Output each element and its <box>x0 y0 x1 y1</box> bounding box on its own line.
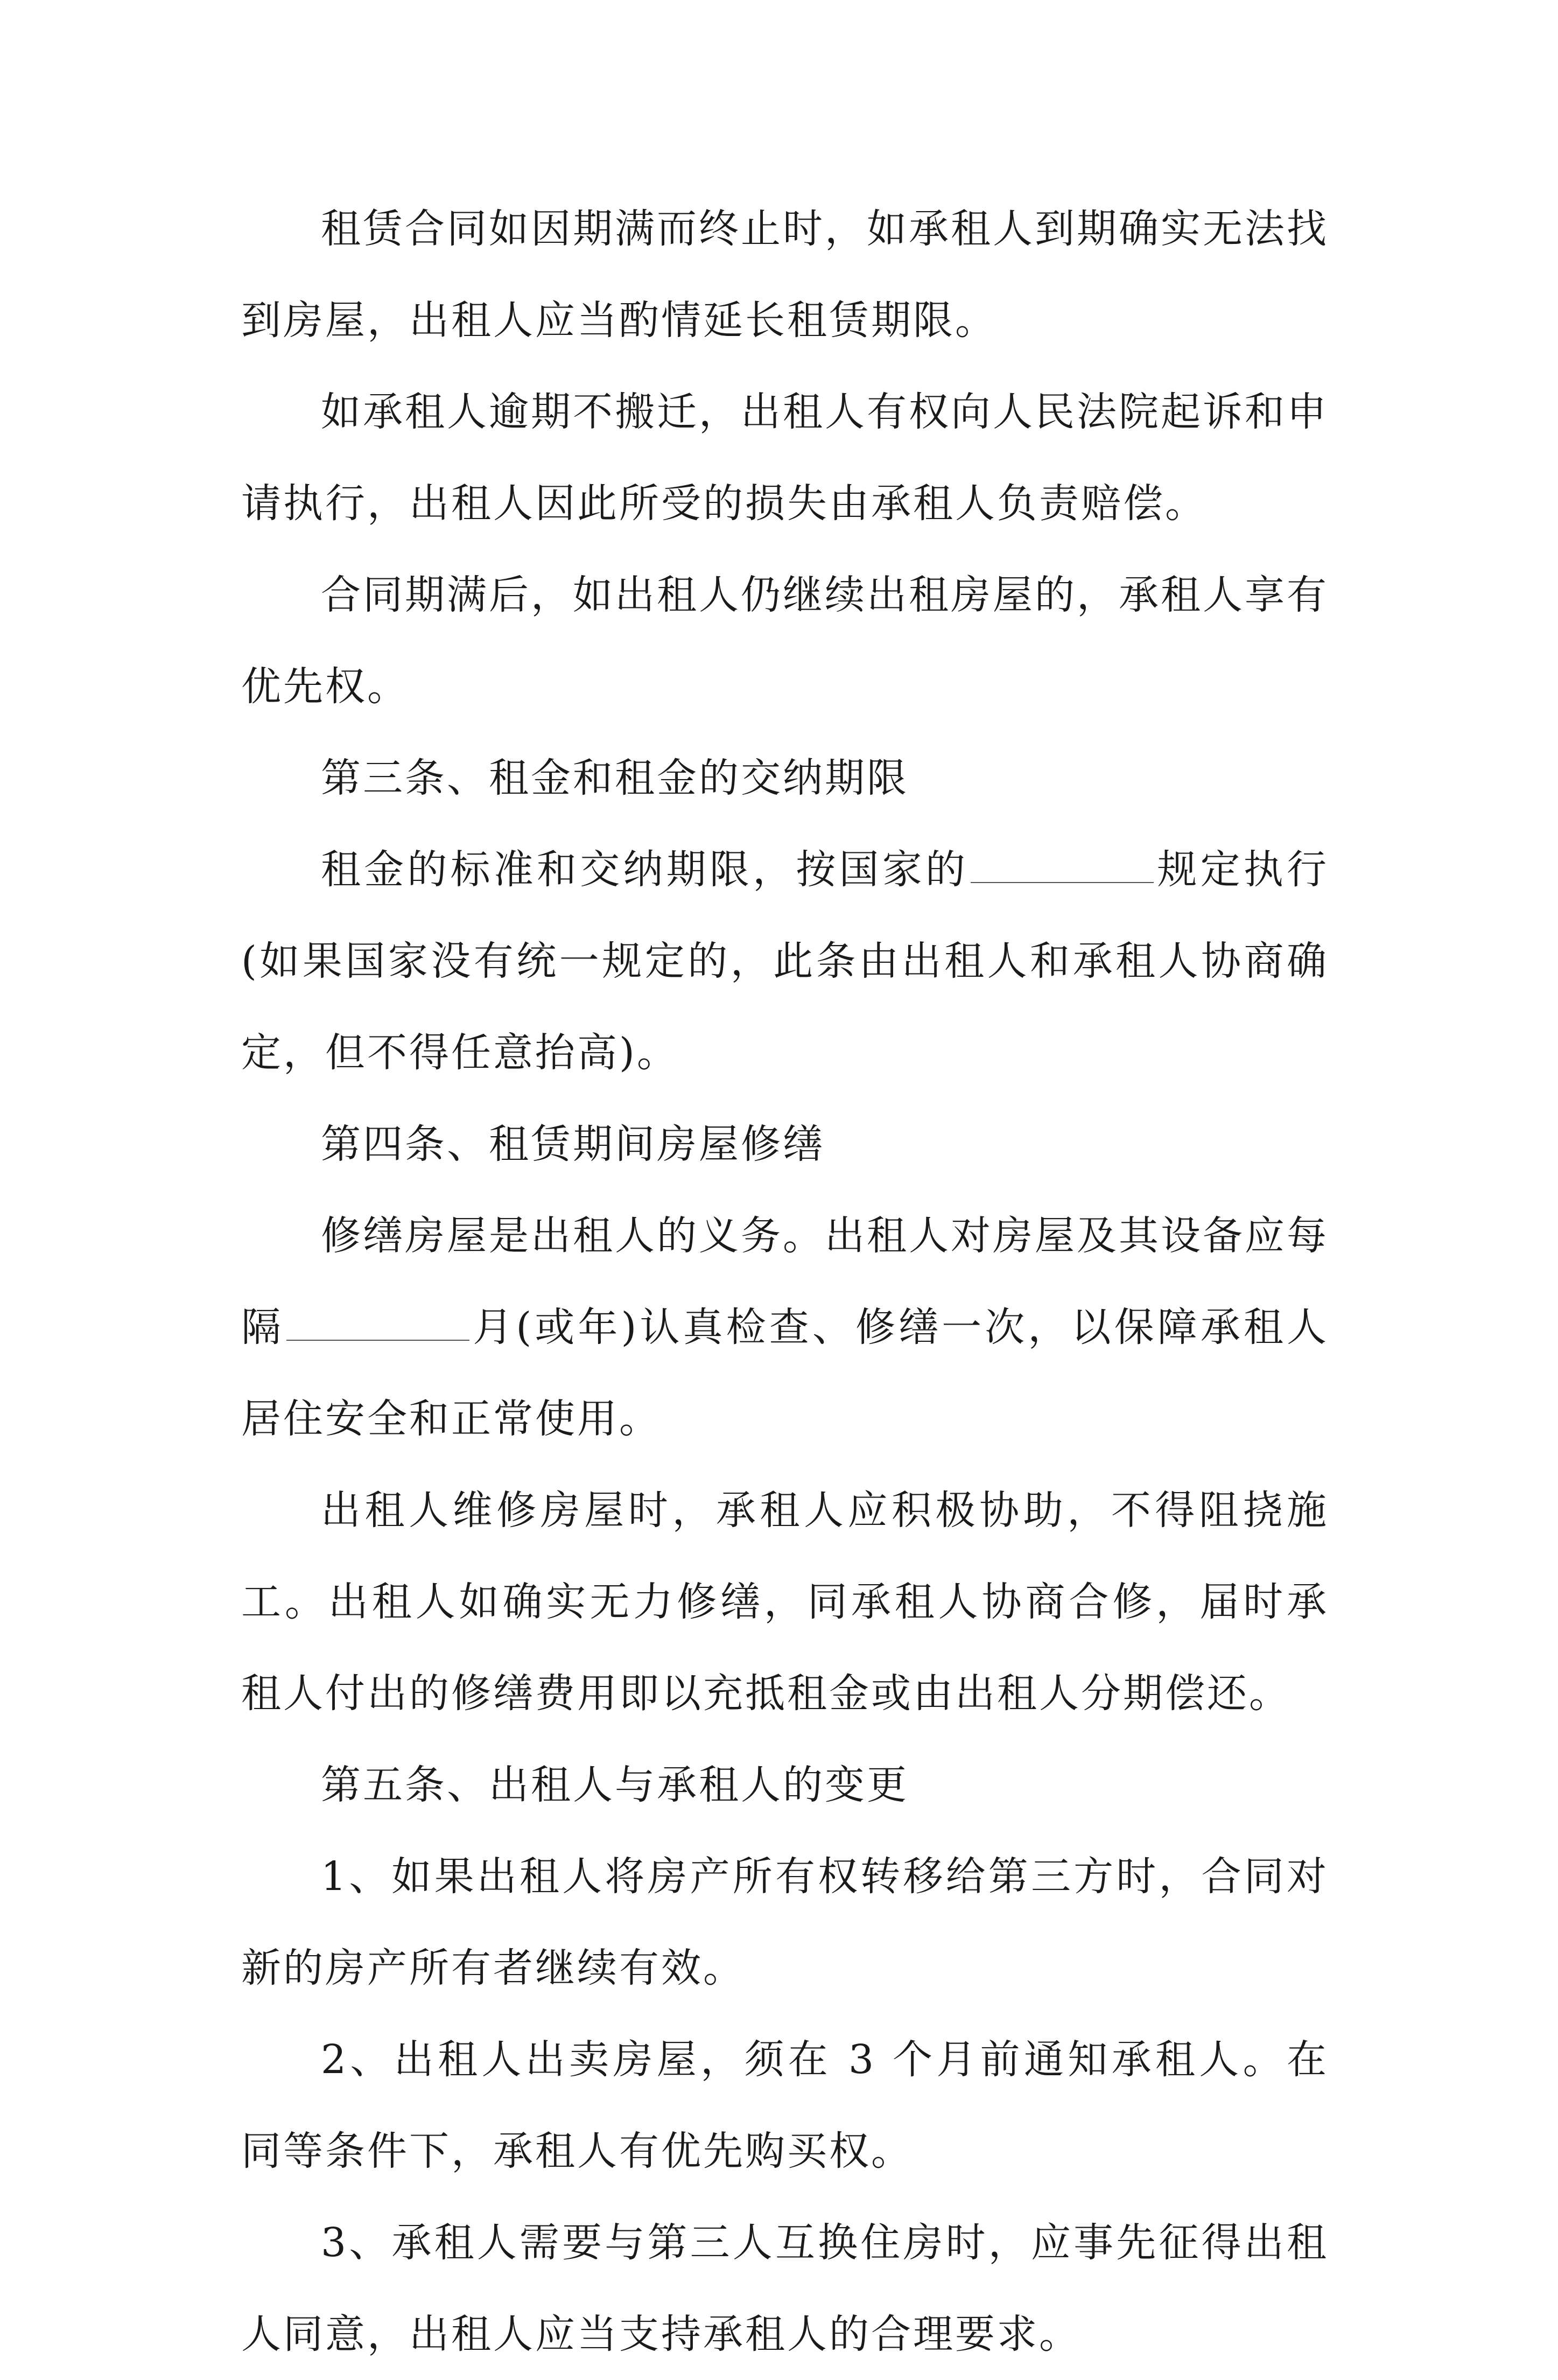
repair-duty-text-a: 修缮房屋是出租人的义务。出租人对房屋及其设备应每隔 <box>241 1213 1329 1350</box>
fill-in-blank-regulation <box>971 850 1154 883</box>
paragraph-sale-notice: 2、出租人出卖房屋，须在 3 个月前通知承租人。在同等条件下，承租人有优先购买权。 <box>241 2036 1329 2174</box>
paragraph-rent-standard <box>241 824 1329 1098</box>
rent-standard-text-b: 规定执行(如果国家没有统一规定的，此条由出租人和承租人协商确定，但不得任意抬高)。 <box>241 846 1329 1076</box>
repair-duty-text-b: 月(或年)认真检查、修缮一次，以保障承租人居住安全和正常使用。 <box>241 1304 1329 1442</box>
rent-standard-text-a: 租金的标准和交纳期限，按国家的 <box>321 846 969 893</box>
paragraph-housing-exchange: 3、承租人需要与第三人互换住房时，应事先征得出租人同意，出租人应当支持承租人的合理要求。 <box>241 2220 1329 2357</box>
article-5-heading: 第五条、出租人与承租人的变更 <box>321 1762 909 1808</box>
document-body <box>241 183 1329 2380</box>
paragraph-overdue-eviction: 如承租人逾期不搬迁，出租人有权向人民法院起诉和申请执行，出租人因此所受的损失由承租人负责赔偿。 <box>241 389 1329 527</box>
article-3-heading: 第三条、租金和租金的交纳期限 <box>321 755 909 801</box>
fill-in-blank-interval <box>286 1307 469 1341</box>
paragraph-priority-right: 合同期满后，如出租人仍继续出租房屋的，承租人享有优先权。 <box>241 572 1329 710</box>
paragraph-repair-duty <box>241 1190 1329 1465</box>
paragraph-ownership-transfer: 1、如果出租人将房产所有权转移给第三方时，合同对新的房产所有者继续有效。 <box>241 1853 1329 1991</box>
paragraph-lease-termination: 租赁合同如因期满而终止时，如承租人到期确实无法找到房屋，出租人应当酌情延长租赁期限。 <box>241 206 1329 344</box>
paragraph-repair-cooperation: 出租人维修房屋时，承租人应积极协助，不得阻挠施工。出租人如确实无力修缮，同承租人协商合修，届时承租人付出的修缮费用即以充抵租金或由出租人分期偿还。 <box>241 1487 1329 1717</box>
article-4-heading: 第四条、租赁期间房屋修缮 <box>321 1121 825 1167</box>
